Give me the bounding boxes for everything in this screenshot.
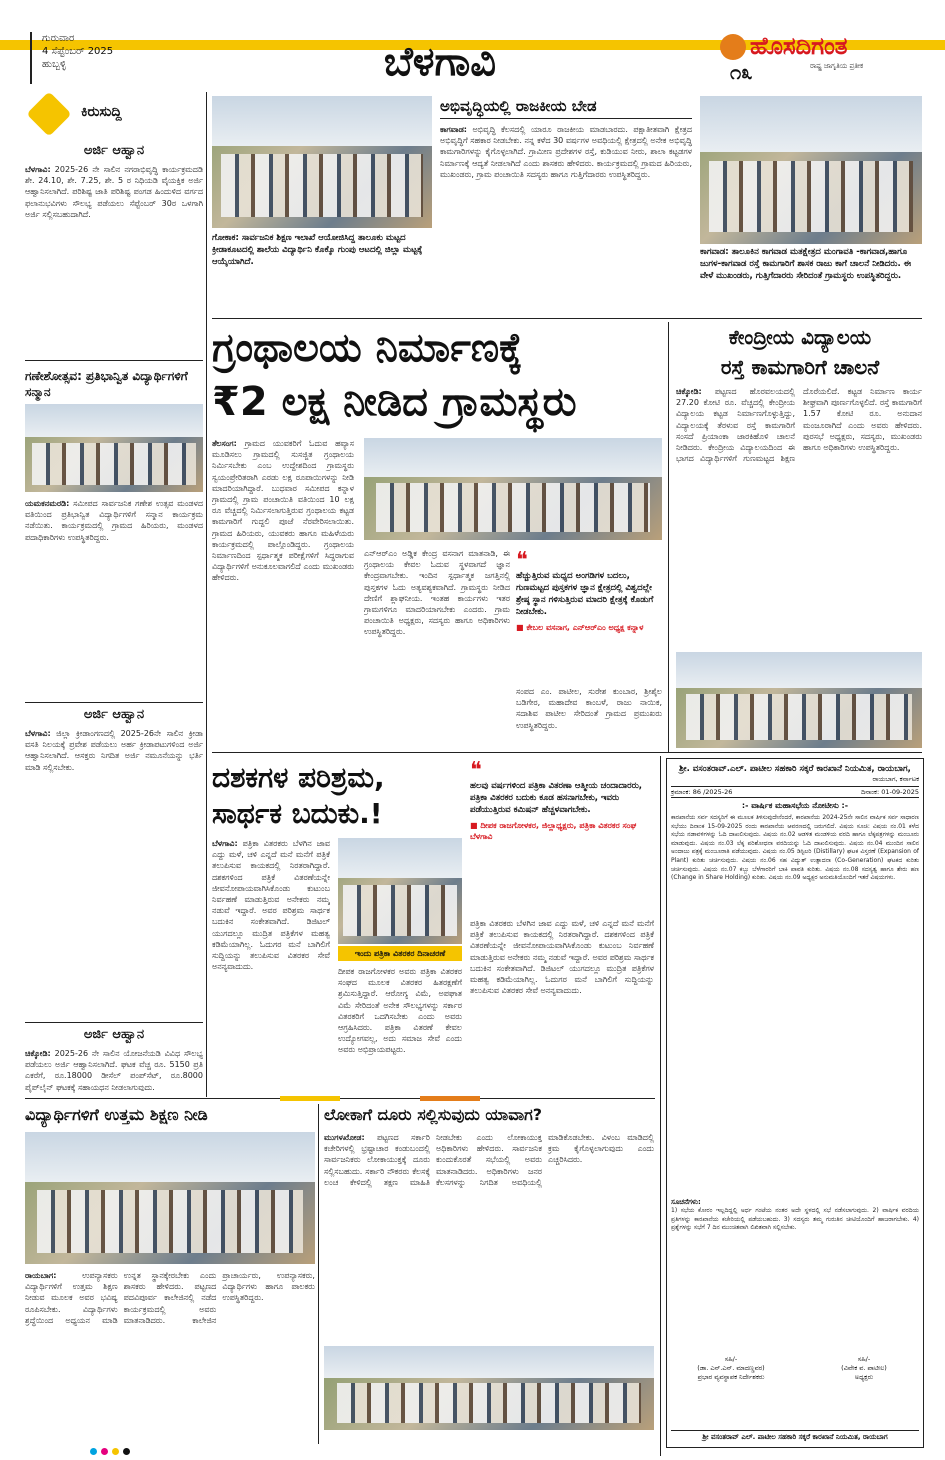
- dashaka-body: ಬೆಳಗಾವಿ: ಪತ್ರಿಕಾ ವಿತರಕರು ಬೆಳಗಿನ ಜಾವ ಎದ್ದು ಮಳೆ, ಚಳಿ ಎನ್ನದೆ ಮನೆ ಮನೆಗೆ ಪತ್ರಿಕೆ ತಲುಪಿಸುವ ಕಾಯಕದಲ್ಲಿ ನಿರತರಾಗಿದ್ದಾರೆ. ದಶಕಗಳಿಂದ ಪತ್ರಿಕೆ ವಿತರಣೆಯನ್ನೇ ಜೀವನೋಪಾಯವಾಗಿಸಿಕೊಂಡು ಕುಟುಂಬ ನಿರ್ವಹಣೆ ಮಾಡುತ್ತಿರುವ ಅನೇಕರು ನಮ್ಮ ನಡುವೆ ಇದ್ದಾರೆ. ಅವರ ಪರಿಶ್ರಮ ಸಾರ್ಥಕ ಬದುಕಿನ ಸಂಕೇತವಾಗಿದೆ. ಡಿಜಿಟಲ್ ಯುಗದಲ್ಲೂ ಮುದ್ರಿತ ಪತ್ರಿಕೆಗಳ ಮಹತ್ವ ಕಡಿಮೆಯಾಗಿಲ್ಲ. ಓದುಗರ ಮನೆ ಬಾಗಿಲಿಗೆ ಸುದ್ದಿಯನ್ನು ತಲುಪಿಸುವ ವಿತರಕರ ಸೇವೆ ಅನನ್ಯವಾದುದು.: [212, 839, 330, 972]
- day: ಗುರುವಾರ: [42, 33, 75, 44]
- sign-right-name: (ವಿವೇಕ ವ. ಪಾಟೀಲ): [841, 1364, 887, 1372]
- dashaka-head-2: ಸಾರ್ಥಕ ಬದುಕು.!: [212, 797, 383, 830]
- brief-3-head: ಅರ್ಜಿ ಆಹ್ವಾನ: [83, 707, 145, 722]
- loka-head: ಲೋಕಾಗೆ ದೂರು ಸಲ್ಲಿಸುವುದು ಯಾವಾಗ?: [324, 1105, 543, 1124]
- kirusuddi-title: ಕಿರುಸುದ್ದಿ: [81, 104, 122, 120]
- kirusuddi-header: [25, 92, 203, 134]
- loka-body: ಮುಗಳಖೋಡ: ಪಟ್ಟಣದ ಸರ್ಕಾರಿ ಕಚೇರಿಗಳಲ್ಲಿ ಭ್ರಷ್ಟಾಚಾರ ಕಂಡುಬಂದಲ್ಲಿ ಸಾರ್ವಜನಿಕರು ಲೋಕಾಯುಕ್ತಕ್ಕೆ ದೂರು ಸಲ್ಲಿಸಬಹುದು. ಸರ್ಕಾರಿ ನೌಕರರು ಕೆಲಸಕ್ಕೆ ಲಂಚ ಕೇಳಿದಲ್ಲಿ ತಕ್ಷಣ ಮಾಹಿತಿ ನೀಡಬೇಕು ಎಂದು ಲೋಕಾಯುಕ್ತ ಅಧಿಕಾರಿಗಳು ಹೇಳಿದರು. ಸಾರ್ವಜನಿಕ ಕುಂದುಕೊರತೆ ಸಭೆಯಲ್ಲಿ ಅವರು ಮಾತನಾಡಿದರು. ಅಧಿಕಾರಿಗಳು ಜನರ ಕೆಲಸಗಳನ್ನು ನಿಗದಿತ ಅವಧಿಯಲ್ಲಿ ಮಾಡಿಕೊಡಬೇಕು. ವಿಳಂಬ ಮಾಡಿದಲ್ಲಿ ಕ್ರಮ ಕೈಗೊಳ್ಳಲಾಗುವುದು ಎಂದು ಎಚ್ಚರಿಸಿದರು.: [324, 1133, 654, 1187]
- kv-body: ಚಿಕ್ಕೋಡಿ: ಪಟ್ಟಣದ ಹೊರವಲಯದಲ್ಲಿ 27.20 ಕೋಟಿ ರೂ. ವೆಚ್ಚದಲ್ಲಿ ಕೇಂದ್ರೀಯ ವಿದ್ಯಾಲಯ ಕಟ್ಟಡ ನಿರ್ಮಾಣಗೊಳ್ಳುತ್ತಿದ್ದು, ವಿದ್ಯಾಲಯಕ್ಕೆ ತೆರಳುವ ರಸ್ತೆ ಕಾಮಗಾರಿಗೆ ಸಂಸದೆ ಪ್ರಿಯಾಂಕಾ ಜಾರಕಿಹೊಳಿ ಚಾಲನೆ ನೀಡಿದರು. ಕೇಂದ್ರೀಯ ವಿದ್ಯಾಲಯದಿಂದ ಈ ಭಾಗದ ವಿದ್ಯಾರ್ಥಿಗಳಿಗೆ ಗುಣಮಟ್ಟದ ಶಿಕ್ಷಣ ದೊರೆಯಲಿದೆ. ಕಟ್ಟಡ ನಿರ್ಮಾಣ ಕಾರ್ಯ ಶೀಘ್ರವಾಗಿ ಪೂರ್ಣಗೊಳ್ಳಲಿದೆ. ರಸ್ತೆ ಕಾಮಗಾರಿಗೆ 1.57 ಕೋಟಿ ರೂ. ಅನುದಾನ ಮಂಜೂರಾಗಿದೆ ಎಂದು ಅವರು ಹೇಳಿದರು. ಪುರಸಭೆ ಅಧ್ಯಕ್ಷರು, ಸದಸ್ಯರು, ಮುಖಂಡರು ಹಾಗೂ ಅಧಿಕಾರಿಗಳು ಉಪಸ್ಥಿತರಿದ್ದರು.: [676, 387, 922, 464]
- date: 4 ಸೆಪ್ಟೆಂಬರ್ 2025: [42, 46, 114, 57]
- brief-2-photo: [25, 404, 203, 492]
- kv-head-2: ರಸ್ತೆ ಕಾಮಗಾರಿಗೆ ಚಾಲನೆ: [720, 355, 880, 379]
- lead-body-2: ಎನ್‌ಆರ್‌ಎಂ ಅಡ್ಡಿಕ ಕೇಂದ್ರ ವಸನಾಗ ಮಾತನಾಡಿ, ಈ ಗ್ರಂಥಾಲಯ ಕೇವಲ ಓದುವ ಸ್ಥಳವಾಗದೆ ಜ್ಞಾನ ಕೇಂದ್ರವಾಗಬೇಕು. ಇಂದಿನ ಸ್ಪರ್ಧಾತ್ಮಕ ಜಗತ್ತಿನಲ್ಲಿ ಪುಸ್ತಕಗಳ ಓದು ಅತ್ಯವಶ್ಯಕವಾಗಿದೆ. ಗ್ರಾಮಸ್ಥರು ನೀಡಿದ ದೇಣಿಗೆ ಶ್ಲಾಘನೀಯ. ಇಂತಹ ಕಾರ್ಯಗಳು ಇತರ ಗ್ರಾಮಗಳಿಗೂ ಮಾದರಿಯಾಗಬೇಕು ಎಂದರು. ಗ್ರಾಮ ಪಂಚಾಯಿತಿ ಅಧ್ಯಕ್ಷರು, ಸದಸ್ಯರು ಹಾಗೂ ಅಧಿಕಾರಿಗಳು ಉಪಸ್ಥಿತರಿದ್ದರು.: [364, 549, 510, 637]
- dashaka-head-1: ದಶಕಗಳ ಪರಿಶ್ರಮ,: [212, 761, 385, 794]
- sign-left: ಸಹಿ/-: [724, 1355, 738, 1363]
- lead-quote: [516, 548, 662, 682]
- notice-notes: 1) ಸಭೆಯ ಕೋರಂ ಇಲ್ಲದಿದ್ದಲ್ಲಿ ಅರ್ಧ ಗಂಟೆಯ ನಂತರ ಅದೇ ಸ್ಥಳದಲ್ಲಿ ಸಭೆ ನಡೆಸಲಾಗುವುದು. 2) ವಾರ್ಷಿಕ ವರದಿಯ ಪ್ರತಿಗಳನ್ನು ಕಾರಖಾನೆಯ ಕಚೇರಿಯಲ್ಲಿ ಪಡೆಯಬಹುದು. 3) ಸದಸ್ಯರು ತಮ್ಮ ಗುರುತಿನ ಚೀಟಿಯೊಂದಿಗೆ ಹಾಜರಾಗಬೇಕು. 4) ಪ್ರಶ್ನೆಗಳನ್ನು ಸಭೆಗೆ 7 ದಿನ ಮುಂಚಿತವಾಗಿ ಲಿಖಿತವಾಗಿ ಸಲ್ಲಿಸಬೇಕು.: [671, 1207, 919, 1232]
- notice-subtitle: ರಾಯಬಾಗ, ಕರ್ನಾಟಕ: [872, 775, 919, 783]
- road-work-photo: [700, 96, 922, 244]
- notice-date: ದಿನಾಂಕ: 01-09-2025: [861, 788, 919, 796]
- loka-photo: [324, 1346, 654, 1430]
- brief-2-body: ಯಮಕನಮರಡಿ: ಸಮೀಪದ ಸಾರ್ವಜನಿಕ ಗಣೇಶ ಉತ್ಸವ ಮಂಡಳದ ವತಿಯಿಂದ ಪ್ರತಿಭಾನ್ವಿತ ವಿದ್ಯಾರ್ಥಿಗಳಿಗೆ ಸನ್ಮಾನ ಕಾರ್ಯಕ್ರಮ ನಡೆಯಿತು. ಕಾರ್ಯಕ್ರಮದಲ್ಲಿ ಗ್ರಾಮದ ಹಿರಿಯರು, ಮಂಡಳದ ಪದಾಧಿಕಾರಿಗಳು ಉಪಸ್ಥಿತರಿದ್ದರು.: [25, 499, 203, 542]
- lead-quote-by: ■ ಕೇಬಲ ವಸನಾಗ, ಎನ್‌ಆರ್‌ಎಂ ಅಧ್ಯಕ್ಷ ಕನ್ನಾಳ: [516, 623, 644, 632]
- paper-tagline: ರಾಷ್ಟ್ರ ಜಾಗೃತಿಯ ಪ್ರತೀಕ: [810, 62, 864, 70]
- shikshana-head: ವಿದ್ಯಾರ್ಥಿಗಳಿಗೆ ಉತ್ತಮ ಶಿಕ್ಷಣ ನೀಡಿ: [25, 1105, 208, 1124]
- brief-3: [25, 706, 203, 978]
- brief-3-body: ಬೆಳಗಾವಿ: ಜಿಲ್ಲಾ ಕ್ರೀಡಾಂಗಣದಲ್ಲಿ 2025-26ನೇ ಸಾಲಿನ ಕ್ರೀಡಾ ವಸತಿ ನಿಲಯಕ್ಕೆ ಪ್ರವೇಶ ಪಡೆಯಲು ಅರ್ಹ ಕ್ರೀಡಾಪಟುಗಳಿಂದ ಅರ್ಜಿ ಆಹ್ವಾನಿಸಲಾಗಿದೆ. ಆಸಕ್ತರು ನಿಗದಿತ ಅರ್ಜಿ ನಮೂನೆಯನ್ನು ಭರ್ತಿ ಮಾಡಿ ಸಲ್ಲಿಸಬೇಕು.: [25, 729, 203, 772]
- sign-left-role: ಪ್ರಭಾರ ವ್ಯವಸ್ಥಾಪಕ ನಿರ್ದೇಶಕರು: [697, 1373, 765, 1381]
- hand-icon: [26, 91, 71, 136]
- accent-bar-left: [280, 1096, 340, 1101]
- dashaka-body-2: ದೀಪಕ ರಾಜಗೋಳಕರ ಅವರು ಪತ್ರಿಕಾ ವಿತರಕರ ಸಂಘದ ಮೂಲಕ ವಿತರಕರ ಹಿತರಕ್ಷಣೆಗೆ ಶ್ರಮಿಸುತ್ತಿದ್ದಾರೆ. ಆರೋಗ್ಯ ವಿಮೆ, ಅಪಘಾತ ವಿಮೆ ಸೇರಿದಂತೆ ಅನೇಕ ಸೌಲಭ್ಯಗಳನ್ನು ಸರ್ಕಾರ ವಿತರಕರಿಗೆ ಒದಗಿಸಬೇಕು ಎಂದು ಅವರು ಆಗ್ರಹಿಸಿದರು. ಪತ್ರಿಕಾ ವಿತರಣೆ ಕೇವಲ ಉದ್ಯೋಗವಲ್ಲ, ಅದು ಸಮಾಜ ಸೇವೆ ಎಂದು ಅವರು ಅಭಿಪ್ರಾಯಪಟ್ಟರು.: [338, 967, 462, 1055]
- brief-4-head: ಅರ್ಜಿ ಆಹ್ವಾನ: [83, 1027, 145, 1042]
- notice-footer: ಶ್ರೀ ವಸಂತರಾವ್ ಎಲ್. ಪಾಟೀಲ ಸಹಕಾರಿ ಸಕ್ಕರೆ ಕಾರಖಾನೆ ನಿಯಮಿತ, ರಾಯಬಾಗ: [671, 1430, 919, 1443]
- kv-head-1: ಕೇಂದ್ರೀಯ ವಿದ್ಯಾಲಯ: [728, 325, 872, 349]
- politics-story: [440, 96, 692, 316]
- dashaka-photo: [338, 838, 462, 944]
- brief-1-body: ಬೆಳಗಾವಿ: 2025-26 ನೇ ಸಾಲಿನ ನಗರಾಭಿವೃದ್ಧಿ ಕಾರ್ಯಕ್ರಮದಡಿ ಶೇ. 24.10, ಶೇ. 7.25, ಶೇ. 5 ರ ನಿಧಿಯಡಿ ವೈಯಕ್ತಿಕ ಅರ್ಜಿ ಆಹ್ವಾನಿಸಲಾಗಿದೆ. ಪರಿಶಿಷ್ಟ ಜಾತಿ ಪರಿಶಿಷ್ಟ ಪಂಗಡ ಹಿಂದುಳಿದ ವರ್ಗದ ಫಲಾನುಭವಿಗಳು ಸೌಲಭ್ಯ ಪಡೆಯಲು ಸೆಪ್ಟೆಂಬರ್ 30ರ ಒಳಗಾಗಿ ಅರ್ಜಿ ಸಲ್ಲಿಸಬಹುದಾಗಿದೆ.: [25, 165, 203, 219]
- dashaka-quote-text: ಹಲವು ವರ್ಷಗಳಿಂದ ಪತ್ರಿಕಾ ವಿತರಣಾ ಆತ್ಮೀಯ ಚಂದಾದಾರರು, ಪತ್ರಿಕಾ ವಿತರಕರ ಬದುಕು ಕೂಡ ಹಸನಾಗಬೇಕು, ಇವರು ಪಡೆಯುತ್ತಿರುವ ಕಮಿಷನ್ ಹೆಚ್ಚಳವಾಗಬೇಕು.: [470, 781, 643, 815]
- sign-left-name: (ಡಾ. ಎನ್.ಎನ್. ಮಾದಣ್ಣವರ): [697, 1364, 765, 1372]
- kv-photo: [676, 652, 922, 748]
- quote-mark-icon: ❝: [516, 548, 528, 573]
- lead-quote-text: ಹೆಚ್ಚುತ್ತಿರುವ ಮಧ್ಯದ ಅಂಗಡಿಗಳ ಬದಲು, ಗುಣಮಟ್ಟದ ಪುಸ್ತಕಗಳ ಜ್ಞಾನ ಕ್ಷೇತ್ರದಲ್ಲಿ ವಿಶ್ವದಲ್ಲೇ ಶ್ರೇಷ್ಠ ಸ್ಥಾನ ಗಳಿಸುತ್ತಿರುವ ಮಾದರಿ ಕ್ಷೇತ್ರಕ್ಕೆ ಕೊಡುಗೆ ನೀಡಬೇಕು.: [516, 571, 654, 617]
- brief-4-body: ಚಿಕ್ಕೋಡಿ: 2025-26 ನೇ ಸಾಲಿನ ಯೋಜನೆಯಡಿ ವಿವಿಧ ಸೌಲಭ್ಯ ಪಡೆಯಲು ಅರ್ಜಿ ಆಹ್ವಾನಿಸಲಾಗಿದೆ. ಘಟಕ ವೆಚ್ಚ ರೂ. 5150 ಪ್ರತಿ ಎಕರೆಗೆ, ರೂ.18000 ಡೀಸೆಲ್ ಪಂಪ್‌ಸೆಟ್, ರೂ.8000 ಪೈಪ್‌ಲೈನ್ ಘಟಕಕ್ಕೆ ಸಹಾಯಧನ ನೀಡಲಾಗುವುದು.: [25, 1049, 203, 1092]
- notice-notes-head: ಸೂಚನೆಗಳು:: [671, 1198, 701, 1206]
- notice-body: ಕಾರಖಾನೆಯ ಸರ್ವ ಸದಸ್ಯರಿಗೆ ಈ ಮೂಲಕ ತಿಳಿಸುವುದೇನೆಂದರೆ, ಕಾರಖಾನೆಯ 2024-25ನೇ ಸಾಲಿನ ವಾರ್ಷಿಕ ಸರ್ವ ಸಾಧಾರಣ ಸಭೆಯು ದಿನಾಂಕ 15-09-2025 ರಂದು ಕಾರಖಾನೆಯ ಆವರಣದಲ್ಲಿ ಜರುಗಲಿದೆ. ವಿಷಯ ಸೂಚಿ: ವಿಷಯ ನಂ.01 ಕಳೆದ ಸಭೆಯ ನಡಾವಳಿಗಳನ್ನು ಓದಿ ದಾಖಲಿಸುವುದು. ವಿಷಯ ನಂ.02 ಆಡಳಿತ ಮಂಡಳಿಯ ವರದಿ ಹಾಗೂ ಲೆಕ್ಕಪತ್ರಗಳನ್ನು ಮಂಜೂರು ಮಾಡುವುದು. ವಿಷಯ ನಂ.03 ಲೆಕ್ಕ ಪರಿಶೋಧನಾ ವರದಿಯನ್ನು ಓದಿ ದಾಖಲಿಸುವುದು. ವಿಷಯ ನಂ.04 ಮುಂದಿನ ಸಾಲಿನ ಅಂದಾಜು ಪತ್ರಕ್ಕೆ ಮಂಜೂರಾತಿ ಪಡೆಯುವುದು. ವಿಷಯ ನಂ.05 ಡಿಸ್ಟಿಲರಿ (Distillary) ಘಟಕ ವಿಸ್ತರಣೆ (Expansion of Plant) ಕುರಿತು ಚರ್ಚಿಸುವುದು. ವಿಷಯ ನಂ.06 ಸಹ ವಿದ್ಯುತ್ ಉತ್ಪಾದನಾ (Co-Generation) ಘಟಕದ ಕುರಿತು ಚರ್ಚಿಸುವುದು. ವಿಷಯ ನಂ.07 ಕಬ್ಬು ಬೆಳೆಗಾರರಿಗೆ ಬಾಕಿ ಪಾವತಿ ಕುರಿತು. ವಿಷಯ ನಂ.08 ಸದಸ್ಯತ್ವ ಹಾಗೂ ಶೇರು ಹಣ (Change in Share Holding) ಕುರಿತು. ವಿಷಯ ನಂ.09 ಅಧ್ಯಕ್ಷರ ಅನುಮತಿಯೊಂದಿಗೆ ಇತರೆ ವಿಷಯಗಳು.: [671, 814, 919, 882]
- page-number: ೧೩: [730, 60, 753, 84]
- notice-heading: :- ವಾರ್ಷಿಕ ಮಹಾಸಭೆಯ ನೋಟೀಸು :-: [741, 801, 849, 810]
- quote-mark-icon-2: ❝: [470, 758, 482, 783]
- sports-photo: [212, 96, 432, 228]
- lead-photo: [364, 438, 662, 540]
- shikshana-photo: [25, 1132, 315, 1264]
- dashaka-photo-caption: ಇಂದು ಪತ್ರಿಕಾ ವಿತರಕರ ದಿನಾಚರಣೆ: [338, 946, 462, 961]
- politics-body: ಕಾಗವಾಡ: ಅಭಿವೃದ್ಧಿ ಕೆಲಸದಲ್ಲಿ ಯಾರೂ ರಾಜಕೀಯ ಮಾಡಬಾರದು. ಪಕ್ಷಾತೀತವಾಗಿ ಕ್ಷೇತ್ರದ ಅಭಿವೃದ್ಧಿಗೆ ಸಹಕಾರ ನೀಡಬೇಕು. ನನ್ನ ಕಳೆದ 30 ವರ್ಷಗಳ ಅವಧಿಯಲ್ಲಿ ಕ್ಷೇತ್ರದಲ್ಲಿ ಅನೇಕ ಅಭಿವೃದ್ಧಿ ಕಾಮಗಾರಿಗಳನ್ನು ಕೈಗೊಳ್ಳಲಾಗಿದೆ. ಗ್ರಾಮೀಣ ಪ್ರದೇಶಗಳ ರಸ್ತೆ, ಕುಡಿಯುವ ನೀರು, ಶಾಲಾ ಕಟ್ಟಡಗಳ ನಿರ್ಮಾಣಕ್ಕೆ ಆದ್ಯತೆ ನೀಡಲಾಗಿದೆ ಎಂದು ಶಾಸಕರು ಹೇಳಿದರು. ಕಾರ್ಯಕ್ರಮದಲ್ಲಿ ಗ್ರಾಮದ ಹಿರಿಯರು, ಮುಖಂಡರು, ಗ್ರಾಮ ಪಂಚಾಯಿತಿ ಸದಸ್ಯರು ಹಾಗೂ ಗುತ್ತಿಗೆದಾರರು ಉಪಸ್ಥಿತರಿದ್ದರು.: [440, 125, 692, 179]
- brief-2-head: ಗಣೇಶೋತ್ಸವ: ಪ್ರತಿಭಾನ್ವಿತ ವಿದ್ಯಾರ್ಥಿಗಳಿಗೆ ಸನ್ಮಾನ: [25, 369, 188, 399]
- paper-logo: [720, 30, 920, 86]
- agm-notice: [666, 758, 924, 1448]
- date-box: [30, 32, 180, 84]
- notice-ref: ಕ್ರಮಾಂಕ: 86 /2025-26: [671, 788, 733, 796]
- shikshana-body: ರಾಯಬಾಗ: ಉಪನ್ಯಾಸಕರು ವಿದ್ಯಾರ್ಥಿಗಳಿಗೆ ಉತ್ತಮ ಶಿಕ್ಷಣ ನೀಡುವ ಮೂಲಕ ಅವರ ಭವಿಷ್ಯ ರೂಪಿಸಬೇಕು. ವಿದ್ಯಾರ್ಥಿಗಳು ಶ್ರದ್ಧೆಯಿಂದ ಅಧ್ಯಯನ ಮಾಡಿ ಉನ್ನತ ಸ್ಥಾನಕ್ಕೇರಬೇಕು ಎಂದು ಶಾಸಕರು ಹೇಳಿದರು. ಪಟ್ಟಣದ ಪದವಿಪೂರ್ವ ಕಾಲೇಜಿನಲ್ಲಿ ನಡೆದ ಕಾರ್ಯಕ್ರಮದಲ್ಲಿ ಅವರು ಮಾತನಾಡಿದರು. ಕಾಲೇಜಿನ ಪ್ರಾಚಾರ್ಯರು, ಉಪನ್ಯಾಸಕರು, ವಿದ್ಯಾರ್ಥಿಗಳು ಹಾಗೂ ಪಾಲಕರು ಉಪಸ್ಥಿತರಿದ್ದರು.: [25, 1271, 315, 1325]
- dashaka-quote-by: ■ ದೀಪಕ ರಾಜಗೋಳಕರ, ಜಿಲ್ಲಾಧ್ಯಕ್ಷರು, ಪತ್ರಿಕಾ ವಿತರಕರ ಸಂಘ ಬೆಳಗಾವಿ: [470, 821, 637, 841]
- sign-right: ಸಹಿ/-: [857, 1355, 871, 1363]
- road-work-caption: ಕಾಗವಾಡ: ತಾಲೂಕಿನ ಕಾಗವಾಡ ಮತಕ್ಷೇತ್ರದ ಮಂಗಾವತಿ -ಕಾಗವಾಡ,ಹಾಗೂ ಜುಗಳ-ಕಾಗವಾಡ ರಸ್ತೆ ಕಾಮಗಾರಿಗೆ ಶಾಸಕ ರಾಜು ಕಾಗೆ ಚಾಲನೆ ನೀಡಿದರು. ಈ ವೇಳೆ ಮುಖಂಡರು, ಗುತ್ತಿಗೆದಾರರು ಸೇರಿದಂತೆ ಗ್ರಾಮಸ್ಥರು ಉಪಸ್ಥಿತರಿದ್ದರು.: [700, 247, 912, 281]
- notice-title: ಶ್ರೀ. ವಸಂತರಾವ್.ಎಲ್. ಪಾಟೀಲ ಸಹಕಾರಿ ಸಕ್ಕರೆ ಕಾರಖಾನೆ ನಿಯಮಿತ, ರಾಯಬಾಗ,: [679, 764, 911, 774]
- lead-body-1: ತೆಲಸಂಗ: ಗ್ರಾಮದ ಯುವಕರಿಗೆ ಓದುವ ಹವ್ಯಾಸ ಮೂಡಿಸಲು ಗ್ರಾಮದಲ್ಲಿ ಸುಸಜ್ಜಿತ ಗ್ರಂಥಾಲಯ ನಿರ್ಮಿಸಬೇಕು ಎಂಬ ಉದ್ದೇಶದಿಂದ ಗ್ರಾಮಸ್ಥರು ಸ್ವಯಂಪ್ರೇರಿತರಾಗಿ ಎರಡು ಲಕ್ಷ ರೂಪಾಯಿಗಳನ್ನು ನೀಡಿ ಮಾದರಿಯಾಗಿದ್ದಾರೆ. ಬುಧವಾರ ಸಮೀಪದ ಕನ್ನಾಳ ಗ್ರಾಮದಲ್ಲಿ ಗ್ರಾಮ ಪಂಚಾಯಿತಿ ವತಿಯಿಂದ 10 ಲಕ್ಷ ರೂ ವೆಚ್ಚದಲ್ಲಿ ನಿರ್ಮಿಸಲಾಗುತ್ತಿರುವ ಗ್ರಂಥಾಲಯ ಕಟ್ಟಡ ಕಾಮಗಾರಿಗೆ ಗುದ್ದಲಿ ಪೂಜೆ ನೆರವೇರಿಸಲಾಯಿತು. ಗ್ರಾಮದ ಹಿರಿಯರು, ಯುವಕರು ಹಾಗೂ ಮಹಿಳೆಯರು ಕಾರ್ಯಕ್ರಮದಲ್ಲಿ ಪಾಲ್ಗೊಂಡಿದ್ದರು. ಗ್ರಂಥಾಲಯ ನಿರ್ಮಾಣದಿಂದ ಸ್ಪರ್ಧಾತ್ಮಕ ಪರೀಕ್ಷೆಗಳಿಗೆ ಸಿದ್ಧರಾಗುವ ವಿದ್ಯಾರ್ಥಿಗಳಿಗೆ ಅನುಕೂಲವಾಗಲಿದೆ ಎಂದು ಮುಖಂಡರು ಹೇಳಿದರು.: [212, 439, 354, 583]
- dashaka-quote: [470, 758, 654, 912]
- sign-right-role: ಅಧ್ಯಕ್ಷರು: [854, 1373, 874, 1381]
- logo-sun-icon: [720, 34, 746, 60]
- city: ಹುಬ್ಬಳ್ಳಿ: [42, 59, 67, 70]
- lead-body-3: ಸಂಪದ ಎಂ. ಪಾಟೀಲ, ಸುರೇಶ ಕುಂಬಾರ, ಶ್ರೀಶೈಲ ಬಡಿಗೇರ, ಮಹಾದೇವ ಕಾಂಬಳೆ, ರಾಜು ನಾಯಿಕ, ಸದಾಶಿವ ಪಾಟೀಲ ಸೇರಿದಂತೆ ಗ್ರಾಮದ ಪ್ರಮುಖರು ಉಪಸ್ಥಿತರಿದ್ದರು.: [516, 687, 662, 730]
- lead-head-2: ₹2 ಲಕ್ಷ ನೀಡಿದ ಗ್ರಾಮಸ್ಥರು: [212, 379, 577, 425]
- brief-1: [25, 142, 203, 332]
- sports-caption: ಗೋಕಾಕ: ಸಾರ್ವಜನಿಕ ಶಿಕ್ಷಣ ಇಲಾಖೆ ಆಯೋಜಿಸಿದ್ದ ತಾಲೂಕು ಮಟ್ಟದ ಕ್ರೀಡಾಕೂಟದಲ್ಲಿ ಶಾಲೆಯ ವಿದ್ಯಾರ್ಥಿನಿ ಕೊಕ್ಕೊ ಗುಂಪು ಆಟದಲ್ಲಿ ಜಿಲ್ಲಾ ಮಟ್ಟಕ್ಕೆ ಆಯ್ಕೆಯಾಗಿದೆ.: [212, 233, 423, 267]
- dashaka-body-3: ಪತ್ರಿಕಾ ವಿತರಕರು ಬೆಳಗಿನ ಜಾವ ಎದ್ದು ಮಳೆ, ಚಳಿ ಎನ್ನದೆ ಮನೆ ಮನೆಗೆ ಪತ್ರಿಕೆ ತಲುಪಿಸುವ ಕಾಯಕದಲ್ಲಿ ನಿರತರಾಗಿದ್ದಾರೆ. ದಶಕಗಳಿಂದ ಪತ್ರಿಕೆ ವಿತರಣೆಯನ್ನೇ ಜೀವನೋಪಾಯವಾಗಿಸಿಕೊಂಡು ಕುಟುಂಬ ನಿರ್ವಹಣೆ ಮಾಡುತ್ತಿರುವ ಅನೇಕರು ನಮ್ಮ ನಡುವೆ ಇದ್ದಾರೆ. ಅವರ ಪರಿಶ್ರಮ ಸಾರ್ಥಕ ಬದುಕಿನ ಸಂಕೇತವಾಗಿದೆ. ಡಿಜಿಟಲ್ ಯುಗದಲ್ಲೂ ಮುದ್ರಿತ ಪತ್ರಿಕೆಗಳ ಮಹತ್ವ ಕಡಿಮೆಯಾಗಿಲ್ಲ. ಓದುಗರ ಮನೆ ಬಾಗಿಲಿಗೆ ಸುದ್ದಿಯನ್ನು ತಲುಪಿಸುವ ವಿತರಕರ ಸೇವೆ ಅನನ್ಯವಾದುದು.: [470, 919, 654, 996]
- registration-marks: [90, 1440, 890, 1450]
- paper-name: ಹೊಸದಿಗಂತ: [750, 32, 848, 60]
- brief-1-head: ಅರ್ಜಿ ಆಹ್ವಾನ: [83, 143, 145, 158]
- lead-head-1: ಗ್ರಂಥಾಲಯ ನಿರ್ಮಾಣಕ್ಕೆ: [212, 325, 523, 371]
- politics-head: ಅಭಿವೃದ್ಧಿಯಲ್ಲಿ ರಾಜಕೀಯ ಬೇಡ: [440, 97, 597, 115]
- accent-bar-right: [420, 1096, 480, 1101]
- masthead: [0, 0, 945, 92]
- brief-2: [25, 368, 203, 542]
- section-title: ಬೆಳಗಾವಿ: [383, 39, 497, 85]
